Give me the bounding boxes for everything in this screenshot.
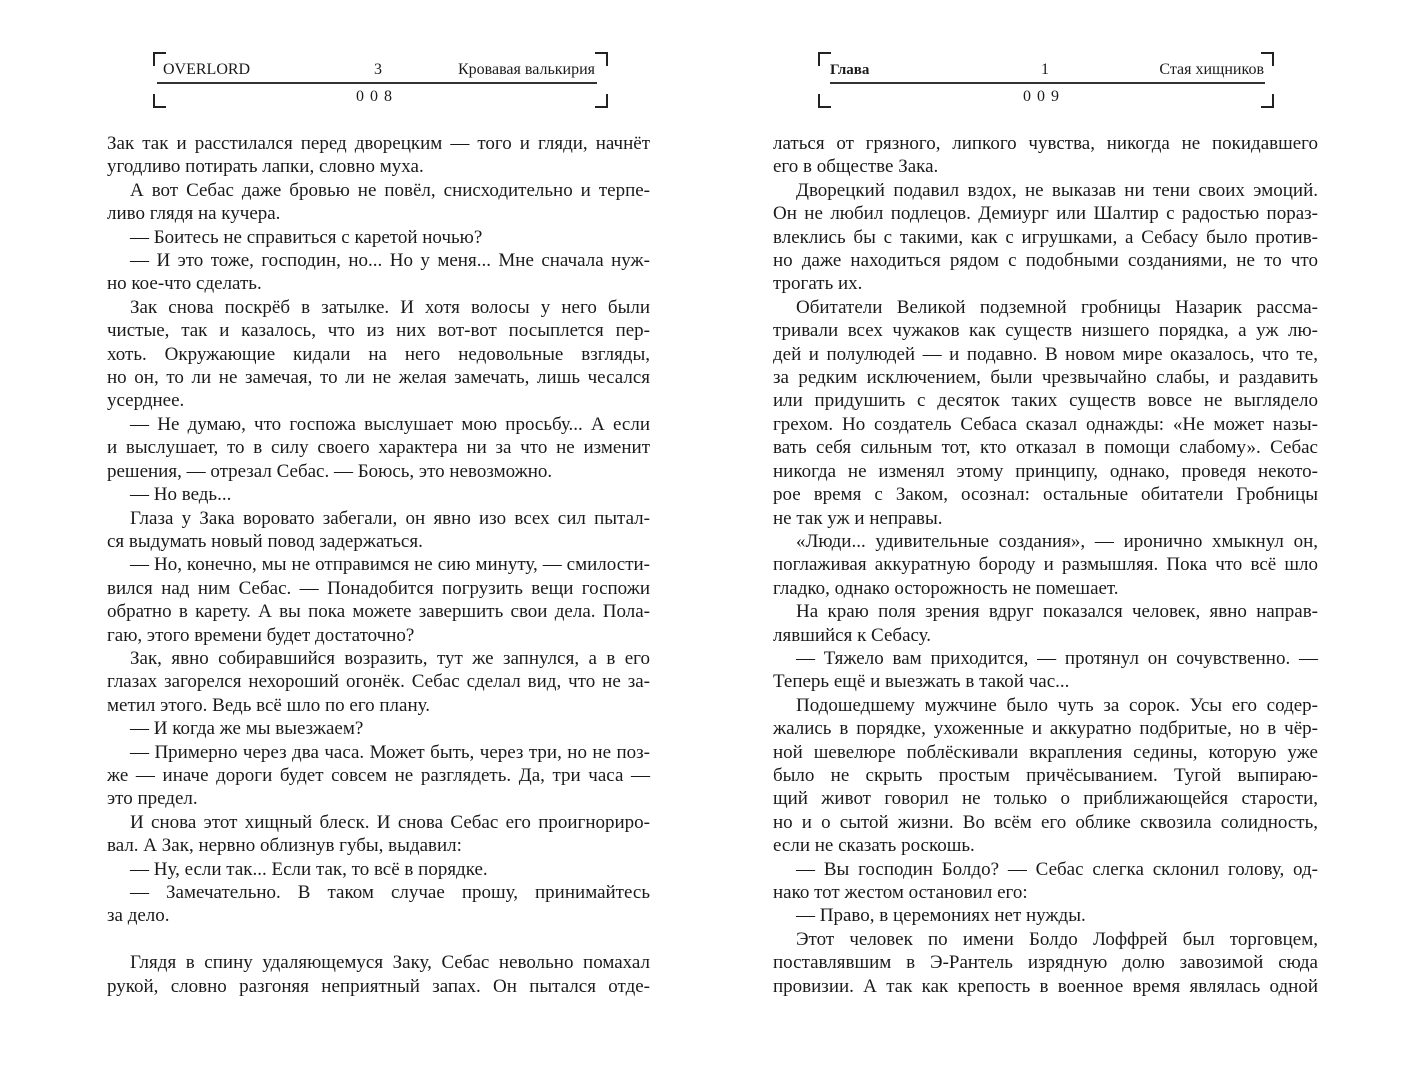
- paragraph: [107, 507, 650, 554]
- text-line: или придушить с десяток таких существ вовсе не выглядело: [773, 390, 1318, 412]
- corner-mark: [1261, 94, 1274, 108]
- text-line: рукой, словно разгоняя неприятный запах. Он пытался отде-: [107, 975, 650, 997]
- text-line: гаю, этого времени будет достаточно?: [107, 624, 415, 646]
- text-line: — Боитесь не справиться с каретой ночью?: [130, 226, 483, 248]
- corner-mark: [153, 94, 166, 108]
- text-line: его в обществе Зака.: [773, 156, 939, 178]
- paragraph: [107, 483, 650, 506]
- corner-mark: [595, 52, 608, 66]
- text-line: но кое-что сделать.: [107, 273, 262, 295]
- left-body-text: [107, 132, 650, 998]
- text-line: А вот Себас даже бровью не повёл, снисходительно и терпе-: [130, 179, 650, 201]
- paragraph: [773, 858, 1318, 905]
- text-line: «Люди... удивительные создания», — иронично хмыкнул он,: [796, 530, 1318, 552]
- text-line: Глаза у Зака воровато забегали, он явно изо всех сил пытал-: [130, 507, 650, 529]
- text-line: глазах загорелся нехороший огонёк. Себас сделал вид, что не за-: [107, 671, 650, 693]
- text-line: Глядя в спину удаляющемуся Заку, Себас невольно помахал: [130, 952, 650, 974]
- text-line: угодливо потирать лапки, словно муха.: [107, 156, 424, 178]
- text-line: но и о сытой жизни. Во всём его облике сквозила солидность,: [773, 811, 1318, 833]
- text-line: влеклись бы с такими, как с игрушками, а Себасу было против-: [773, 226, 1318, 248]
- text-line: Зак так и расстилался перед дворецким — того и гляди, начнёт: [107, 133, 650, 154]
- text-line: и выслушает, то в силу своего характера ни за что не изменит: [107, 437, 650, 459]
- paragraph: [773, 179, 1318, 296]
- text-line: — И когда же мы выезжаем?: [130, 718, 364, 740]
- text-line: если не сказать роскошь.: [773, 835, 975, 857]
- corner-mark: [818, 94, 831, 108]
- paragraph: [773, 647, 1318, 694]
- text-line: вал. А Зак, нервно облизнув губы, выдавил:: [107, 835, 462, 857]
- text-line: никогда не изменял этому принципу, однако, проведя некото-: [773, 460, 1318, 482]
- text-line: гладко, однако осторожность не помешает.: [773, 577, 1119, 599]
- text-line: Этот человек по имени Болдо Лоффрей был торговцем,: [796, 928, 1318, 950]
- paragraph: [773, 904, 1318, 927]
- text-line: но он, то ли не замечая, то ли не желая замечать, лишь чесался: [107, 367, 650, 389]
- running-head-title: OVERLORD: [163, 61, 251, 78]
- paragraph: [773, 296, 1318, 530]
- header-rule: [157, 82, 597, 84]
- paragraph: [107, 811, 650, 858]
- text-line: было не скрыть простым причёсыванием. Тугой выпираю-: [773, 764, 1318, 786]
- text-line: — Тяжело вам приходится, — протянул он сочувственно. —: [796, 647, 1318, 669]
- corner-mark: [595, 94, 608, 108]
- running-head-subtitle: Стая хищников: [1159, 61, 1264, 78]
- text-line: метил этого. Ведь всё шло по его плану.: [107, 694, 430, 716]
- header-rule: [830, 82, 1265, 84]
- running-head-subtitle: Кровавая валькирия: [457, 61, 595, 78]
- paragraph: [773, 694, 1318, 858]
- text-line: жались в порядке, ухоженные и аккуратно подбритые, но в чёр-: [773, 718, 1318, 740]
- text-line: хоть. Окружающие кидали на него недовольные взгляды,: [107, 343, 650, 365]
- paragraph: [107, 249, 650, 296]
- text-line: нако тот жестом остановил его:: [773, 882, 1028, 903]
- text-line: не так уж и неправы.: [773, 507, 943, 529]
- text-line: поставлявшим в Э-Рантель изрядную долю завозимой сюда: [773, 952, 1318, 974]
- paragraph: [107, 717, 650, 740]
- paragraph: [107, 741, 650, 811]
- text-line: дей и полулюдей — и подавно. В новом мире оказалось, что те,: [773, 343, 1318, 365]
- text-line: ливо глядя на кучера.: [107, 203, 281, 225]
- text-line: ной шевелюре поблёскивали вкрапления седины, которую уже: [773, 741, 1318, 763]
- text-line: — Но, конечно, мы не отправимся не сию минуту, — смилости-: [130, 554, 650, 576]
- scene-break: [107, 928, 650, 951]
- text-line: Подошедшему мужчине было чуть за сорок. Усы его содер-: [796, 694, 1318, 716]
- text-line: Зак снова поскрёб в затылке. И хотя волосы у него были: [130, 296, 650, 318]
- text-line: Он не любил подлецов. Демиург или Шалтир с радостью пораз-: [773, 203, 1318, 225]
- paragraph: [107, 296, 650, 413]
- text-line: усерднее.: [107, 390, 185, 412]
- text-line: щий живот говорил не только о приближающейся старости,: [773, 788, 1318, 810]
- page-number: 008: [356, 88, 398, 105]
- text-line: решения, — отрезал Себас. — Боюсь, это невозможно.: [107, 460, 553, 482]
- paragraph: [107, 179, 650, 226]
- running-head-volume: 3: [374, 61, 382, 78]
- paragraph: [773, 600, 1318, 647]
- running-head-title: Глава: [830, 62, 870, 78]
- text-line: — Замечательно. В таком случае прошу, принимайтесь: [130, 882, 650, 903]
- text-line: за редким исключением, были чрезвычайно слабы, и раздавить: [773, 367, 1318, 389]
- paragraph: [773, 132, 1318, 179]
- text-line: — Право, в церемониях нет нужды.: [796, 905, 1086, 927]
- paragraph: [773, 530, 1318, 600]
- running-head-chapter: 1: [1041, 61, 1049, 78]
- text-line: за дело.: [107, 905, 170, 927]
- text-line: — Вы господин Болдо? — Себас слегка склонил голову, од-: [796, 858, 1318, 880]
- text-line: же — иначе дороги будет совсем не разглядеть. Да, три часа —: [107, 764, 650, 786]
- paragraph: [107, 881, 650, 928]
- text-line: но даже находиться рядом с подобными созданиями, не то что: [773, 250, 1318, 272]
- text-line: — Но ведь...: [130, 484, 232, 506]
- paragraph: [107, 132, 650, 179]
- text-line: На краю поля зрения вдруг показался человек, явно направ-: [796, 601, 1318, 623]
- text-line: — Не думаю, что госпожа выслушает мою просьбу... А если: [130, 413, 650, 435]
- text-line: латься от грязного, липкого чувства, никогда не покидавшего: [773, 133, 1318, 154]
- text-line: — Ну, если так... Если так, то всё в порядке.: [130, 858, 488, 880]
- text-line: Зак, явно собиравшийся возразить, тут же запнулся, а в его: [130, 647, 650, 669]
- paragraph: [107, 951, 650, 998]
- right-page: [705, 0, 1410, 1080]
- paragraph: [773, 928, 1318, 998]
- text-line: чистые, так и казалось, что из них вот-вот посыплется пер-: [107, 320, 650, 342]
- text-line: вать себя сильным тот, кто отказал в помощи слабому». Себас: [773, 437, 1318, 459]
- text-line: Теперь ещё и выезжать в такой час...: [773, 671, 1070, 693]
- text-line: И снова этот хищный блеск. И снова Себас его проигнориро-: [130, 811, 650, 833]
- text-line: лявшийся к Себасу.: [773, 624, 932, 646]
- right-body-text: [773, 132, 1318, 998]
- text-line: Обитатели Великой подземной гробницы Назарик рассма-: [796, 296, 1318, 318]
- text-line: трогать их.: [773, 273, 863, 295]
- text-line: — Примерно через два часа. Может быть, через три, но не поз-: [130, 741, 650, 763]
- text-line: — И это тоже, господин, но... Но у меня... Мне сначала нуж-: [130, 250, 650, 272]
- text-line: провизии. А так как крепость в военное время являлась одной: [773, 975, 1318, 997]
- paragraph: [107, 553, 650, 647]
- text-line: обратно в карету. А вы пока можете завершить свои дела. Пола-: [107, 601, 650, 623]
- text-line: поглаживая аккуратную бороду и размышляя. Пока что всё шло: [773, 554, 1318, 576]
- paragraph: [107, 858, 650, 881]
- text-line: Дворецкий подавил вздох, не выказав ни тени своих эмоций.: [796, 179, 1318, 201]
- text-line: рое время с Заком, осознал: остальные обитатели Гробницы: [773, 484, 1318, 506]
- text-line: вился над ним Себас. — Понадобится погрузить вещи госпожи: [107, 577, 650, 599]
- text-line: тривали всех чужаков как существ низшего порядка, а уж лю-: [773, 320, 1318, 342]
- text-line: грехом. Но создатель Себаса сказал однажды: «Не может назы-: [773, 413, 1318, 435]
- paragraph: [107, 413, 650, 483]
- paragraph: [107, 226, 650, 249]
- text-line: ся выдумать новый повод задержаться.: [107, 530, 423, 552]
- page-number: 009: [1023, 88, 1065, 105]
- paragraph: [107, 647, 650, 717]
- text-line: это предел.: [107, 788, 198, 810]
